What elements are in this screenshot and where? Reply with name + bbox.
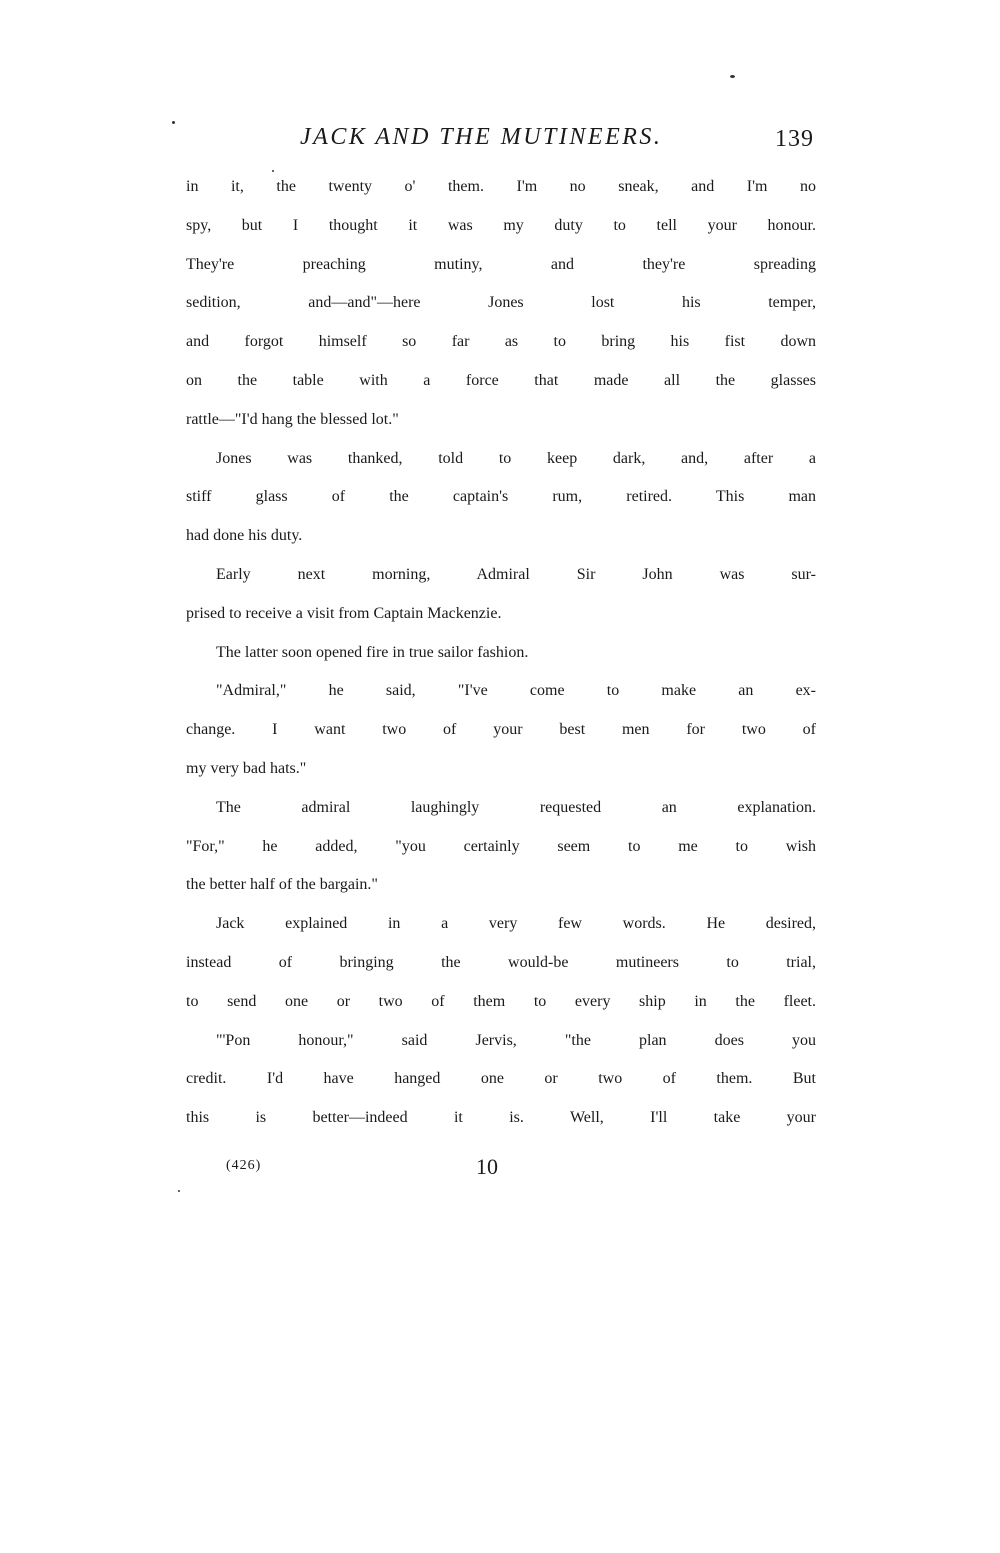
- scan-speck: [172, 121, 175, 124]
- text-line: this is better—indeed it is. Well, I'll take your: [186, 1109, 816, 1127]
- gathering-number: 10: [476, 1154, 498, 1179]
- text-line: "For," he added, "you certainly seem to me to wish: [186, 837, 816, 855]
- text-line: "Admiral," he said, "I've come to make an ex-: [216, 682, 816, 700]
- text-line: Early next morning, Admiral Sir John was sur-: [216, 565, 816, 583]
- text-line: my very bad hats.": [186, 759, 307, 777]
- text-line: change. I want two of your best men for two of: [186, 721, 816, 739]
- text-line: sedition, and—and"—here Jones lost his temper,: [186, 294, 816, 312]
- text-line: the better half of the bargain.": [186, 876, 378, 894]
- scan-speck: [272, 170, 274, 172]
- text-line: instead of bringing the would-be mutineers to trial,: [186, 953, 816, 971]
- text-line: The latter soon opened fire in true sailor fashion.: [216, 643, 529, 661]
- body-text: [186, 178, 816, 1148]
- text-line: stiff glass of the captain's rum, retired. This man: [186, 488, 816, 506]
- text-line: Jack explained in a very few words. He desired,: [216, 915, 816, 933]
- text-line: spy, but I thought it was my duty to tell your honour.: [186, 216, 816, 234]
- page-number: 139: [775, 126, 814, 152]
- text-line: and forgot himself so far as to bring his fist down: [186, 333, 816, 351]
- running-title: JACK AND THE MUTINEERS.: [300, 124, 663, 150]
- scan-speck: [730, 75, 735, 78]
- text-line: had done his duty.: [186, 527, 303, 545]
- text-line: credit. I'd have hanged one or two of them. But: [186, 1070, 816, 1088]
- page-footer: [186, 1154, 816, 1184]
- text-line: to send one or two of them to every ship in the fleet.: [186, 992, 816, 1010]
- text-line: They're preaching mutiny, and they're spreading: [186, 255, 816, 273]
- text-line: rattle—"I'd hang the blessed lot.": [186, 410, 399, 428]
- text-line: on the table with a force that made all the glasses: [186, 371, 816, 389]
- text-line: The admiral laughingly requested an explanation.: [216, 798, 816, 816]
- text-line: "'Pon honour," said Jervis, "the plan does you: [216, 1031, 816, 1049]
- running-head: [186, 124, 816, 160]
- text-line: Jones was thanked, told to keep dark, and, after a: [216, 449, 816, 467]
- text-line: prised to receive a visit from Captain Mackenzie.: [186, 604, 502, 622]
- signature-mark: (426): [226, 1158, 262, 1173]
- text-line: in it, the twenty o' them. I'm no sneak, and I'm no: [186, 178, 816, 195]
- scan-speck: [178, 1190, 180, 1192]
